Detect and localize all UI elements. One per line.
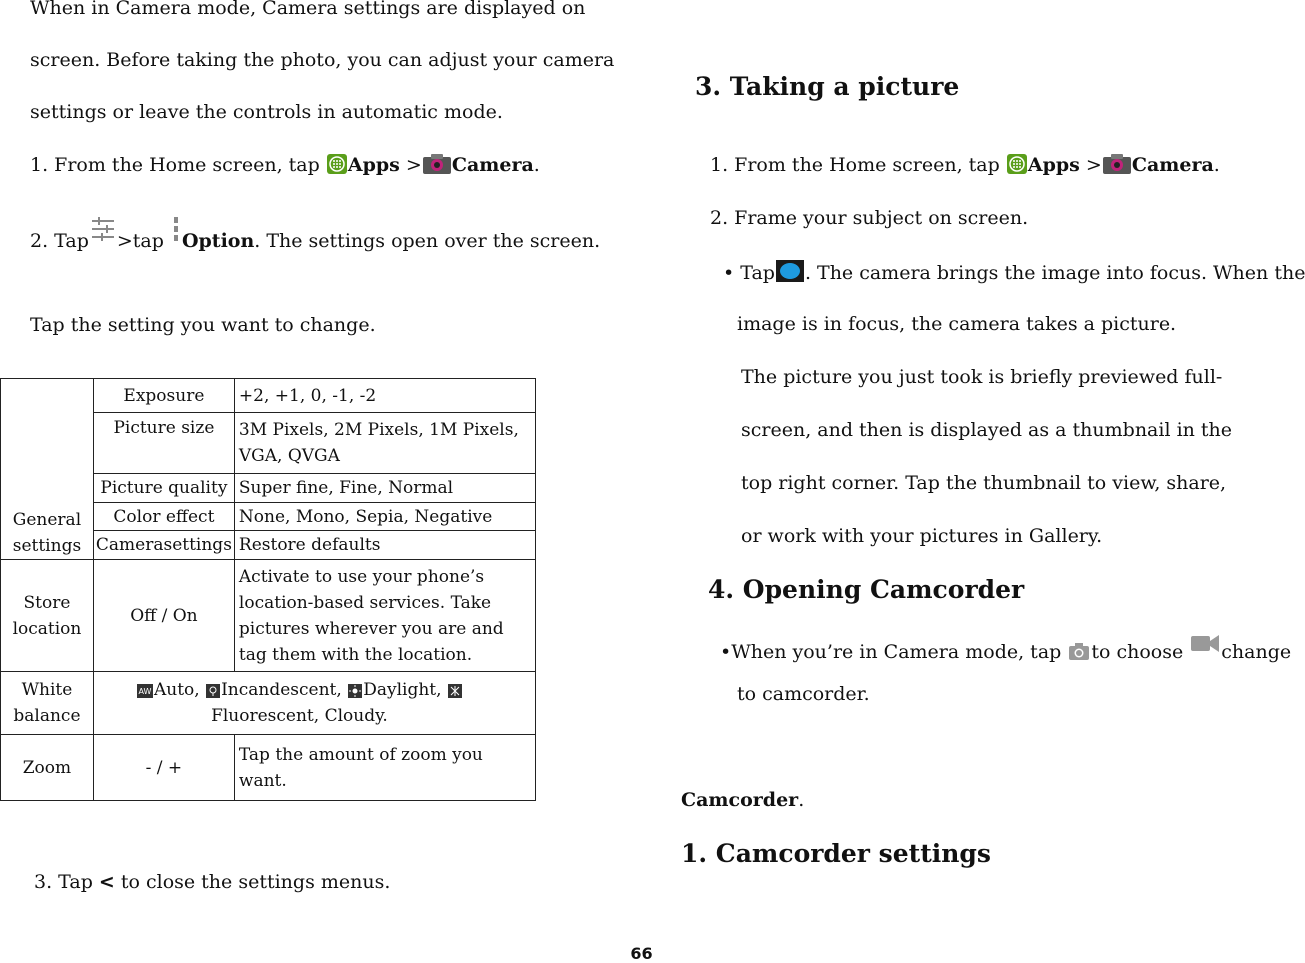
separator: > — [1079, 154, 1102, 176]
step-text-rest: to close the settings menus. — [114, 871, 391, 893]
overflow-menu-icon — [171, 215, 181, 243]
shutter-button-icon — [776, 260, 804, 282]
period: . — [533, 154, 540, 176]
table-row — [1, 560, 536, 672]
step-text-mid: >tap — [116, 230, 170, 252]
apps-label: Apps — [347, 154, 400, 176]
white-balance-options — [93, 672, 535, 735]
preview-line-3: top right corner. Tap the thumbnail to view, share, — [741, 472, 1227, 494]
table-row — [1, 672, 536, 735]
camcorder-dot: . — [798, 789, 805, 811]
setting-name: Color effect — [93, 503, 234, 531]
bullet-text-rest: . The camera brings the image into focus. When the — [804, 262, 1305, 284]
right-step-2: 2. Frame your subject on screen. — [710, 207, 1029, 229]
setting-value: Restore defaults — [234, 531, 535, 560]
right-step-1 — [710, 154, 1220, 177]
tap-setting-text: Tap the setting you want to change. — [30, 314, 376, 336]
setting-value: +2, +1, 0, -1, -2 — [234, 379, 535, 413]
step-text-rest: . The settings open over the screen. — [254, 230, 601, 252]
zoom-label: Zoom — [1, 735, 94, 801]
wb-auto: Auto, — [153, 680, 206, 700]
general-label: settings — [12, 536, 82, 556]
wb-rest: Fluorescent, Cloudy. — [211, 706, 388, 726]
step-text: 2. Tap — [30, 230, 89, 252]
back-symbol: < — [98, 871, 115, 893]
heading-taking-picture: 3. Taking a picture — [695, 72, 960, 101]
apps-icon — [327, 154, 347, 174]
separator: > — [399, 154, 422, 176]
bullet-text-mid: to choose — [1091, 641, 1190, 663]
apps-icon — [1007, 154, 1027, 174]
video-camera-icon — [1190, 632, 1220, 654]
camera-app-icon — [423, 154, 451, 174]
zoom-description: Tap the amount of zoom you want. — [234, 735, 535, 801]
table-row — [1, 735, 536, 801]
setting-name: Exposure — [93, 379, 234, 413]
setting-value: 3M Pixels, 2M Pixels, 1M Pixels, VGA, QVGA — [234, 413, 535, 474]
heading-opening-camcorder: 4. Opening Camcorder — [708, 575, 1025, 604]
preview-line-4: or work with your pictures in Gallery. — [741, 525, 1103, 547]
camera-settings-table — [0, 378, 536, 801]
apps-label: Apps — [1027, 154, 1080, 176]
bullet-tap-line — [723, 260, 1305, 285]
intro-line-2: screen. Before taking the photo, you can adjust your camera — [30, 49, 615, 71]
preview-line-2: screen, and then is displayed as a thumbnail in the — [741, 419, 1233, 441]
page-number: 66 — [630, 944, 653, 963]
camera-label: Camera — [451, 154, 534, 176]
camcorder-bullet — [720, 632, 1291, 664]
store-location-option: Off / On — [93, 560, 234, 672]
store-location-description: Activate to use your phone’s location-based services. Take pictures wherever you are and tag them with the location. — [234, 560, 535, 672]
wb-daylight: Daylight, — [363, 680, 447, 700]
left-step-3 — [34, 871, 390, 894]
bullet-line-2: image is in focus, the camera takes a picture. — [737, 313, 1177, 335]
setting-value: Super fine, Fine, Normal — [234, 474, 535, 503]
step-text: 1. From the Home screen, tap — [30, 154, 326, 176]
left-step-2 — [30, 215, 600, 253]
general-settings-cell — [1, 379, 94, 560]
option-label: Option — [181, 230, 255, 252]
bullet-text: •When you’re in Camera mode, tap — [720, 641, 1068, 663]
step-text: 3. Tap — [34, 871, 99, 893]
camcorder-bold: Camcorder — [681, 789, 799, 811]
period: . — [1213, 154, 1220, 176]
settings-sliders-icon — [90, 215, 116, 243]
wb-daylight-icon — [348, 684, 362, 698]
preview-line-1: The picture you just took is briefly previewed full- — [741, 366, 1223, 388]
setting-value: None, Mono, Sepia, Negative — [234, 503, 535, 531]
intro-line-3: settings or leave the controls in automatic mode. — [30, 101, 503, 123]
camcorder-bullet-line-2: to camcorder. — [737, 683, 870, 705]
step-text: 1. From the Home screen, tap — [710, 154, 1006, 176]
wb-auto-icon — [137, 684, 153, 698]
zoom-option: - / + — [93, 735, 234, 801]
setting-name: Picture size — [93, 413, 234, 474]
wb-incandescent-icon — [206, 684, 220, 698]
intro-line-1: When in Camera mode, Camera settings are displayed on — [30, 0, 586, 19]
wb-incandescent: Incandescent, — [221, 680, 348, 700]
camera-label: Camera — [1131, 154, 1214, 176]
setting-name: Picture quality — [93, 474, 234, 503]
left-step-1 — [30, 154, 540, 177]
svg-text:AW: AW — [138, 687, 152, 696]
store-location-label: Store location — [1, 560, 94, 672]
heading-camcorder-settings: 1. Camcorder settings — [681, 839, 991, 868]
bullet-text: • Tap — [723, 262, 775, 284]
wb-fluorescent-icon — [448, 684, 462, 698]
table-row — [1, 379, 536, 413]
white-balance-label: White balance — [1, 672, 94, 735]
camcorder-word — [681, 789, 804, 812]
camera-app-icon — [1103, 154, 1131, 174]
general-label: General — [12, 510, 82, 530]
camera-mode-icon — [1068, 643, 1090, 661]
setting-name: Camerasettings — [93, 531, 234, 560]
bullet-text-end: change — [1221, 641, 1292, 663]
